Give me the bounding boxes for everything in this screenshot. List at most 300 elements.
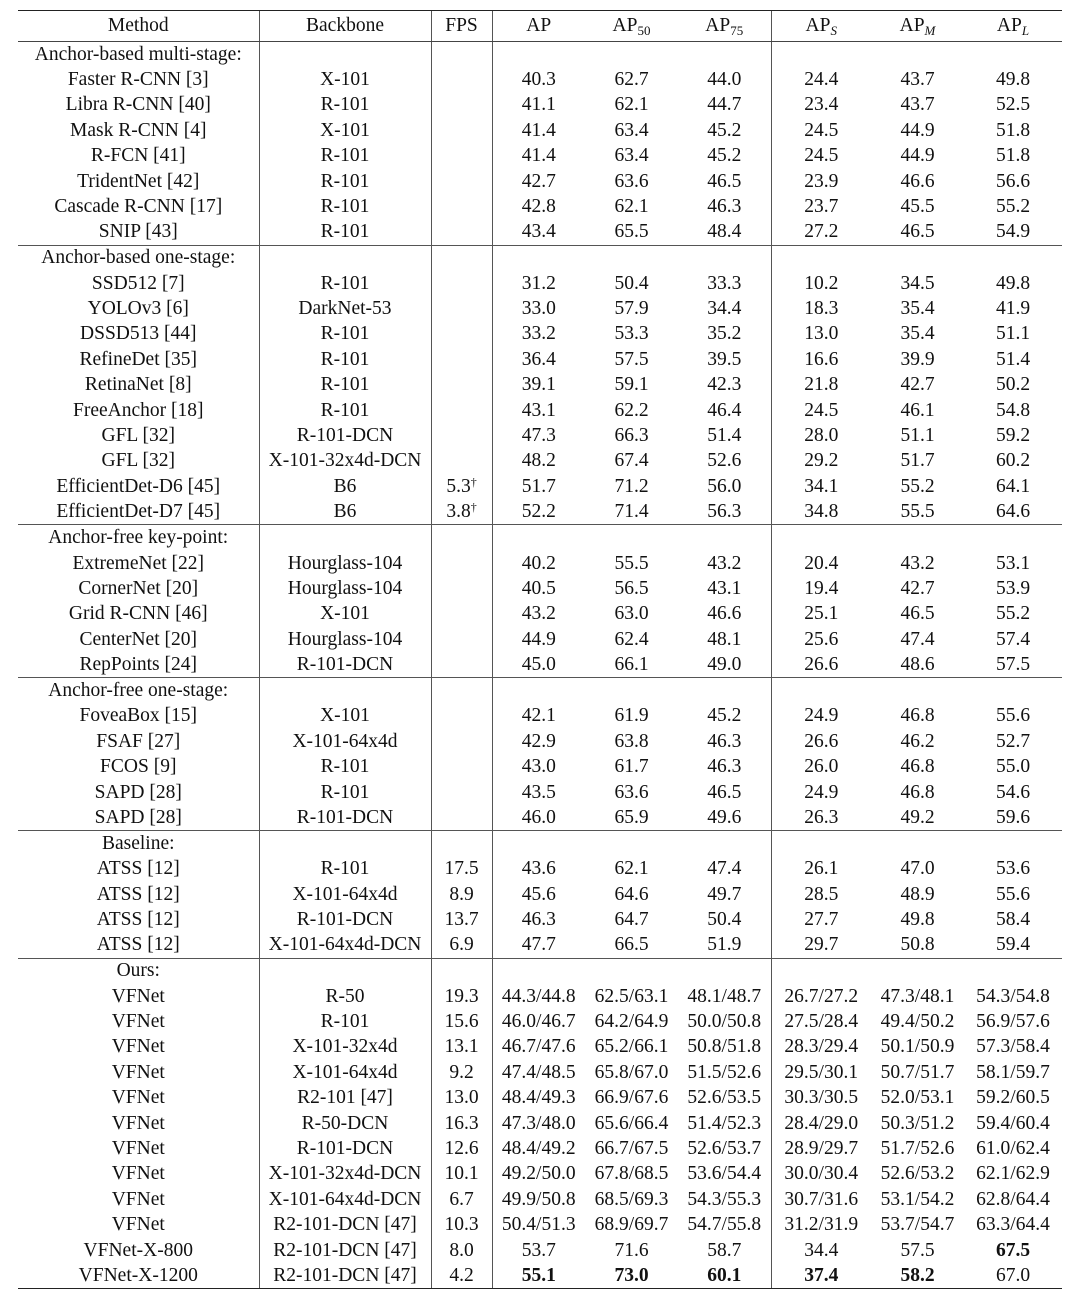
cell-ap50: 73.0 — [585, 1263, 678, 1288]
cell-apm: 43.7 — [900, 94, 935, 116]
cell-ap75: 45.2 — [707, 145, 742, 167]
cell-fps — [431, 449, 492, 474]
cell-ap75: 46.3 — [707, 196, 742, 218]
cell-apm: 46.5 — [900, 603, 935, 625]
cell-backbone: X-101 — [259, 602, 431, 627]
cell-ap: 41.1 — [492, 93, 585, 118]
cell-apl: 55.6 — [995, 883, 1031, 905]
cell-ap50: 62.1 — [614, 94, 649, 116]
cell-apl: 55.0 — [995, 756, 1031, 778]
cell-ap50: 66.1 — [614, 653, 649, 675]
cell-method: Grid R-CNN [46] — [68, 603, 208, 625]
cell-backbone: R-101 — [259, 398, 431, 423]
cell-apl: 61.0/62.4 — [976, 1137, 1050, 1159]
cell-ap75: 48.4 — [707, 221, 742, 243]
cell-ap: 33.0 — [492, 296, 585, 321]
cell-ap50: 64.2/64.9 — [594, 1011, 669, 1033]
cell-aps: 28.4/29.0 — [771, 1111, 871, 1136]
section-header-empty-cell — [585, 525, 678, 551]
fps-value: 19.3 — [444, 985, 479, 1007]
cell-aps: 31.2/31.9 — [771, 1212, 871, 1237]
cell-backbone: X-101-64x4d-DCN — [259, 1187, 431, 1212]
cell-fps — [431, 704, 492, 729]
cell-ap: 51.7 — [492, 474, 585, 499]
cell-ap75: 46.6 — [707, 603, 742, 625]
fps-value: 10.1 — [444, 1163, 479, 1185]
cell-apl: 59.2/60.5 — [976, 1087, 1050, 1109]
table-row — [18, 1212, 1062, 1237]
cell-aps: 34.4 — [771, 1238, 871, 1263]
fps-value: 8.0 — [449, 1239, 474, 1261]
cell-backbone: B6 — [259, 474, 431, 499]
cell-ap75: 43.2 — [707, 552, 742, 574]
cell-ap75: 47.4 — [707, 858, 742, 880]
section-header-empty-cell — [771, 245, 871, 271]
cell-aps: 10.2 — [771, 271, 871, 296]
section-title: Anchor-based multi-stage: — [34, 43, 242, 65]
section-header-empty-cell — [871, 42, 964, 68]
cell-apl: 58.4 — [995, 908, 1031, 930]
section-header-empty-cell — [678, 958, 771, 984]
cell-ap: 31.2 — [492, 271, 585, 296]
cell-ap50: 66.7/67.5 — [594, 1137, 669, 1159]
cell-ap50: 56.5 — [614, 577, 649, 599]
cell-apm: 42.7 — [900, 577, 935, 599]
cell-fps — [431, 805, 492, 830]
section-header-empty-cell — [431, 678, 492, 704]
table-row — [18, 220, 1062, 245]
cell-ap: 46.0 — [492, 805, 585, 830]
cell-apl: 59.4/60.4 — [976, 1112, 1050, 1134]
fps-value: 3.8 — [446, 500, 471, 522]
cell-method: ATSS [12] — [96, 883, 180, 905]
cell-ap75: 50.8/51.8 — [687, 1036, 762, 1058]
cell-backbone: R-101 — [259, 1009, 431, 1034]
cell-apm: 43.2 — [900, 552, 935, 574]
header-method: Method — [18, 11, 259, 42]
cell-apl: 53.1 — [995, 552, 1031, 574]
cell-aps: 34.1 — [771, 474, 871, 499]
cell-apm: 34.5 — [900, 272, 935, 294]
table-row — [18, 423, 1062, 448]
section-title: Anchor-free one-stage: — [18, 678, 259, 704]
cell-ap50: 67.4 — [614, 450, 649, 472]
cell-method: RetinaNet [8] — [84, 374, 192, 396]
cell-apm: 46.2 — [900, 730, 935, 752]
table-row — [18, 729, 1062, 754]
cell-aps: 24.4 — [771, 67, 871, 92]
cell-aps: 26.6 — [771, 652, 871, 677]
cell-method: VFNet — [111, 1061, 165, 1083]
cell-ap: 49.9/50.8 — [492, 1187, 585, 1212]
cell-aps: 29.2 — [771, 449, 871, 474]
cell-fps — [431, 1263, 492, 1288]
cell-backbone: R-101-DCN — [259, 423, 431, 448]
cell-backbone: X-101 — [259, 118, 431, 143]
cell-apm: 48.6 — [900, 653, 935, 675]
cell-apm: 49.8 — [900, 908, 935, 930]
header-ap: AP — [492, 11, 585, 42]
cell-apm: 50.1/50.9 — [880, 1036, 955, 1058]
table-row — [18, 1111, 1062, 1136]
cell-apl: 49.8 — [995, 272, 1031, 294]
cell-method: FCOS [9] — [100, 756, 177, 778]
cell-backbone: R-101-DCN — [259, 805, 431, 830]
cell-ap: 46.3 — [492, 907, 585, 932]
cell-apm: 44.9 — [900, 145, 935, 167]
fps-value: 17.5 — [444, 858, 479, 880]
cell-method: ExtremeNet [22] — [72, 552, 205, 574]
cell-ap75: 51.9 — [707, 934, 742, 956]
cell-method: CornerNet [20] — [78, 577, 199, 599]
section-header-empty-cell — [678, 525, 771, 551]
cell-fps — [431, 220, 492, 245]
cell-backbone: X-101-64x4d — [259, 1060, 431, 1085]
cell-fps — [431, 882, 492, 907]
table-row — [18, 882, 1062, 907]
cell-aps: 26.1 — [771, 857, 871, 882]
cell-method: RepPoints [24] — [79, 653, 198, 675]
cell-aps: 18.3 — [771, 296, 871, 321]
section-header-empty-cell — [964, 831, 1062, 857]
cell-apl: 59.4 — [995, 934, 1031, 956]
cell-backbone: X-101-64x4d-DCN — [259, 933, 431, 958]
cell-fps — [431, 118, 492, 143]
cell-backbone: R-101-DCN — [259, 652, 431, 677]
cell-apl: 64.6 — [995, 500, 1031, 522]
cell-backbone: R-50 — [259, 984, 431, 1009]
section-header-empty-cell — [964, 245, 1062, 271]
section-header-empty-cell — [492, 525, 585, 551]
section-header-row — [18, 831, 1062, 857]
section-header-empty-cell — [771, 42, 871, 68]
cell-ap75: 35.2 — [707, 323, 742, 345]
cell-ap: 47.7 — [492, 933, 585, 958]
cell-method: EfficientDet-D7 [45] — [56, 500, 221, 522]
cell-method: VFNet — [111, 1188, 165, 1210]
table-row — [18, 704, 1062, 729]
section-header-empty-cell — [259, 958, 431, 984]
fps-value: 16.3 — [444, 1112, 479, 1134]
cell-ap50: 65.2/66.1 — [594, 1036, 669, 1058]
table-row — [18, 271, 1062, 296]
cell-backbone: X-101-32x4d-DCN — [259, 449, 431, 474]
section-header-empty-cell — [771, 525, 871, 551]
cell-fps — [431, 398, 492, 423]
cell-apm: 53.7/54.7 — [880, 1214, 955, 1236]
cell-apl: 57.4 — [995, 628, 1031, 650]
section-header-empty-cell — [492, 245, 585, 271]
cell-ap75: 53.6/54.4 — [687, 1163, 762, 1185]
results-table-container — [18, 10, 1062, 1289]
cell-apm: 51.1 — [900, 425, 935, 447]
cell-apl: 59.2 — [995, 425, 1031, 447]
cell-ap75: 52.6 — [707, 450, 742, 472]
cell-method: VFNet — [111, 1011, 165, 1033]
table-row — [18, 1035, 1062, 1060]
section-header-empty-cell — [585, 678, 678, 704]
cell-apl: 54.9 — [995, 221, 1031, 243]
cell-fps — [431, 296, 492, 321]
cell-method: CenterNet [20] — [79, 628, 197, 650]
cell-ap: 44.3/44.8 — [492, 984, 585, 1009]
section-header-empty-cell — [964, 678, 1062, 704]
cell-ap75: 51.5/52.6 — [687, 1061, 762, 1083]
cell-backbone: R-101 — [259, 857, 431, 882]
table-row — [18, 754, 1062, 779]
cell-ap: 43.0 — [492, 754, 585, 779]
cell-backbone: Hourglass-104 — [259, 551, 431, 576]
cell-backbone: X-101-32x4d — [259, 1035, 431, 1060]
cell-method: SAPD [28] — [94, 781, 182, 803]
cell-ap50: 61.7 — [614, 756, 649, 778]
cell-fps — [431, 551, 492, 576]
cell-backbone: R2-101-DCN [47] — [259, 1263, 431, 1288]
cell-fps — [431, 857, 492, 882]
cell-ap75: 45.2 — [707, 119, 742, 141]
cell-method: VFNet — [111, 985, 165, 1007]
cell-apl: 52.7 — [995, 730, 1031, 752]
cell-apm: 47.3/48.1 — [880, 985, 955, 1007]
cell-aps: 25.1 — [771, 602, 871, 627]
cell-apm: 57.5 — [900, 1239, 935, 1261]
cell-method: TridentNet [42] — [77, 170, 200, 192]
cell-apl: 67.0 — [964, 1263, 1062, 1288]
cell-apl: 56.6 — [995, 170, 1031, 192]
cell-ap75: 46.3 — [707, 730, 742, 752]
cell-fps — [431, 500, 492, 525]
cell-ap75: 46.5 — [707, 781, 742, 803]
cell-ap: 55.1 — [492, 1263, 585, 1288]
section-header-empty-cell — [492, 831, 585, 857]
cell-ap50: 62.5/63.1 — [594, 985, 669, 1007]
cell-fps — [431, 1238, 492, 1263]
cell-fps — [431, 347, 492, 372]
cell-backbone: R-101 — [259, 347, 431, 372]
cell-apm: 48.9 — [900, 883, 935, 905]
table-row — [18, 398, 1062, 423]
cell-backbone: R2-101-DCN [47] — [259, 1238, 431, 1263]
fps-value: 8.9 — [449, 883, 474, 905]
cell-apl: 62.8/64.4 — [976, 1188, 1050, 1210]
cell-ap75: 42.3 — [707, 374, 742, 396]
cell-backbone: X-101-64x4d — [259, 729, 431, 754]
cell-apl: 62.1/62.9 — [976, 1163, 1050, 1185]
cell-aps: 27.5/28.4 — [771, 1009, 871, 1034]
table-row — [18, 933, 1062, 958]
cell-ap50: 53.3 — [614, 323, 649, 345]
cell-fps — [431, 474, 492, 499]
header-apm — [871, 11, 964, 42]
fps-value: 5.3 — [446, 475, 471, 497]
cell-ap: 42.9 — [492, 729, 585, 754]
cell-method: Mask R-CNN [4] — [70, 119, 207, 141]
cell-aps: 34.8 — [771, 500, 871, 525]
section-header-empty-cell — [585, 831, 678, 857]
cell-ap75: 46.4 — [707, 399, 742, 421]
cell-apl: 57.5 — [995, 653, 1031, 675]
cell-ap75: 51.4/52.3 — [687, 1112, 762, 1134]
cell-method: GFL [32] — [101, 425, 175, 447]
header-aps-base: AP — [805, 15, 831, 36]
cell-aps: 23.9 — [771, 169, 871, 194]
section-header-empty-cell — [259, 525, 431, 551]
cell-ap: 33.2 — [492, 322, 585, 347]
cell-apl: 41.9 — [995, 298, 1031, 320]
cell-fps — [431, 1035, 492, 1060]
section-header-empty-cell — [431, 958, 492, 984]
cell-apm: 49.2 — [900, 806, 935, 828]
cell-ap: 40.5 — [492, 576, 585, 601]
cell-ap75: 54.7/55.8 — [687, 1214, 762, 1236]
cell-ap50: 64.7 — [614, 908, 649, 930]
cell-ap: 43.4 — [492, 220, 585, 245]
section-header-empty-cell — [492, 42, 585, 68]
section-header-empty-cell — [871, 525, 964, 551]
cell-ap50: 62.2 — [614, 399, 649, 421]
cell-apm: 51.7 — [900, 450, 935, 472]
section-title: Anchor-free key-point: — [18, 525, 259, 551]
cell-ap50: 67.8/68.5 — [594, 1163, 669, 1185]
cell-backbone: R-101-DCN — [259, 907, 431, 932]
cell-ap75: 44.0 — [707, 69, 742, 91]
cell-apl: 51.1 — [995, 323, 1031, 345]
cell-ap75: 49.7 — [707, 883, 742, 905]
table-row — [18, 194, 1062, 219]
cell-ap: 40.3 — [492, 67, 585, 92]
section-header-empty-cell — [678, 678, 771, 704]
cell-apl: 56.9/57.6 — [976, 1011, 1050, 1033]
cell-apl: 53.6 — [995, 858, 1031, 880]
cell-ap50: 68.5/69.3 — [594, 1188, 669, 1210]
cell-method: FoveaBox [15] — [79, 705, 198, 727]
cell-ap: 36.4 — [492, 347, 585, 372]
cell-apl: 57.3/58.4 — [976, 1036, 1050, 1058]
cell-ap: 48.4/49.3 — [492, 1086, 585, 1111]
section-header-empty-cell — [678, 831, 771, 857]
cell-fps — [431, 194, 492, 219]
cell-fps — [431, 1136, 492, 1161]
fps-dagger-mark: † — [470, 499, 477, 514]
cell-aps: 29.7 — [771, 933, 871, 958]
fps-value: 4.2 — [449, 1264, 474, 1286]
cell-method: RefineDet [35] — [79, 348, 197, 370]
cell-ap: 43.2 — [492, 602, 585, 627]
cell-aps: 26.7/27.2 — [771, 984, 871, 1009]
cell-ap: 43.6 — [492, 857, 585, 882]
cell-fps — [431, 322, 492, 347]
header-apl — [964, 11, 1062, 42]
cell-ap: 47.3/48.0 — [492, 1111, 585, 1136]
cell-apl: 54.6 — [995, 781, 1031, 803]
cell-aps: 27.2 — [771, 220, 871, 245]
header-ap50-base: AP — [612, 15, 638, 36]
table-row — [18, 67, 1062, 92]
cell-aps: 30.3/30.5 — [771, 1086, 871, 1111]
section-header-row — [18, 958, 1062, 984]
table-row — [18, 1009, 1062, 1034]
fps-value: 10.3 — [444, 1214, 479, 1236]
table-row — [18, 907, 1062, 932]
cell-fps — [431, 169, 492, 194]
cell-method: Libra R-CNN [40] — [65, 94, 211, 116]
cell-backbone: X-101-32x4d-DCN — [259, 1162, 431, 1187]
cell-apl: 55.6 — [995, 705, 1031, 727]
cell-backbone: Hourglass-104 — [259, 627, 431, 652]
fps-value: 13.0 — [444, 1087, 479, 1109]
cell-ap50: 62.7 — [614, 69, 649, 91]
cell-apm: 50.3/51.2 — [880, 1112, 955, 1134]
cell-ap75: 48.1 — [707, 628, 742, 650]
cell-apm: 52.6/53.2 — [880, 1163, 955, 1185]
cell-ap75: 56.3 — [707, 500, 742, 522]
cell-ap75: 49.6 — [707, 806, 742, 828]
cell-ap75: 44.7 — [707, 94, 742, 116]
cell-aps: 27.7 — [771, 907, 871, 932]
cell-fps — [431, 627, 492, 652]
fps-value: 13.7 — [444, 908, 479, 930]
cell-aps: 28.3/29.4 — [771, 1035, 871, 1060]
cell-fps — [431, 1111, 492, 1136]
cell-ap75: 39.5 — [707, 348, 742, 370]
section-header-row — [18, 525, 1062, 551]
table-row — [18, 144, 1062, 169]
cell-ap75: 54.3/55.3 — [687, 1188, 762, 1210]
header-apm-sub: M — [924, 23, 936, 38]
cell-apm: 58.2 — [871, 1263, 964, 1288]
cell-ap: 43.1 — [492, 398, 585, 423]
section-header-empty-cell — [964, 958, 1062, 984]
cell-ap: 43.5 — [492, 780, 585, 805]
table-row — [18, 652, 1062, 677]
cell-apl: 55.2 — [995, 196, 1031, 218]
results-table — [18, 10, 1062, 1289]
cell-ap75: 49.0 — [707, 653, 742, 675]
cell-apl: 67.5 — [995, 1239, 1031, 1261]
cell-ap: 39.1 — [492, 373, 585, 398]
section-header-empty-cell — [678, 42, 771, 68]
cell-aps: 23.7 — [771, 194, 871, 219]
cell-method: VFNet-X-1200 — [18, 1263, 259, 1288]
cell-fps — [431, 1212, 492, 1237]
cell-method: SNIP [43] — [98, 221, 178, 243]
cell-ap: 46.7/47.6 — [492, 1035, 585, 1060]
cell-method: R-FCN [41] — [90, 145, 186, 167]
section-header-empty-cell — [871, 678, 964, 704]
cell-ap75: 52.6/53.7 — [687, 1137, 762, 1159]
table-row — [18, 1263, 1062, 1288]
cell-ap: 40.2 — [492, 551, 585, 576]
section-header-row — [18, 42, 1062, 68]
cell-apm: 47.4 — [900, 628, 935, 650]
header-ap50-sub: 50 — [637, 23, 651, 38]
section-header-empty-cell — [431, 525, 492, 551]
cell-method: VFNet — [111, 1214, 165, 1236]
cell-aps: 28.9/29.7 — [771, 1136, 871, 1161]
cell-apm: 43.7 — [900, 69, 935, 91]
cell-fps — [431, 984, 492, 1009]
table-row — [18, 93, 1062, 118]
cell-backbone: R2-101 [47] — [259, 1086, 431, 1111]
cell-ap: 47.3 — [492, 423, 585, 448]
cell-ap50: 59.1 — [614, 374, 649, 396]
cell-ap75: 48.1/48.7 — [687, 985, 762, 1007]
cell-fps — [431, 780, 492, 805]
cell-fps — [431, 933, 492, 958]
cell-ap50: 66.3 — [614, 425, 649, 447]
cell-backbone: R-101 — [259, 194, 431, 219]
cell-ap75: 43.1 — [707, 577, 742, 599]
